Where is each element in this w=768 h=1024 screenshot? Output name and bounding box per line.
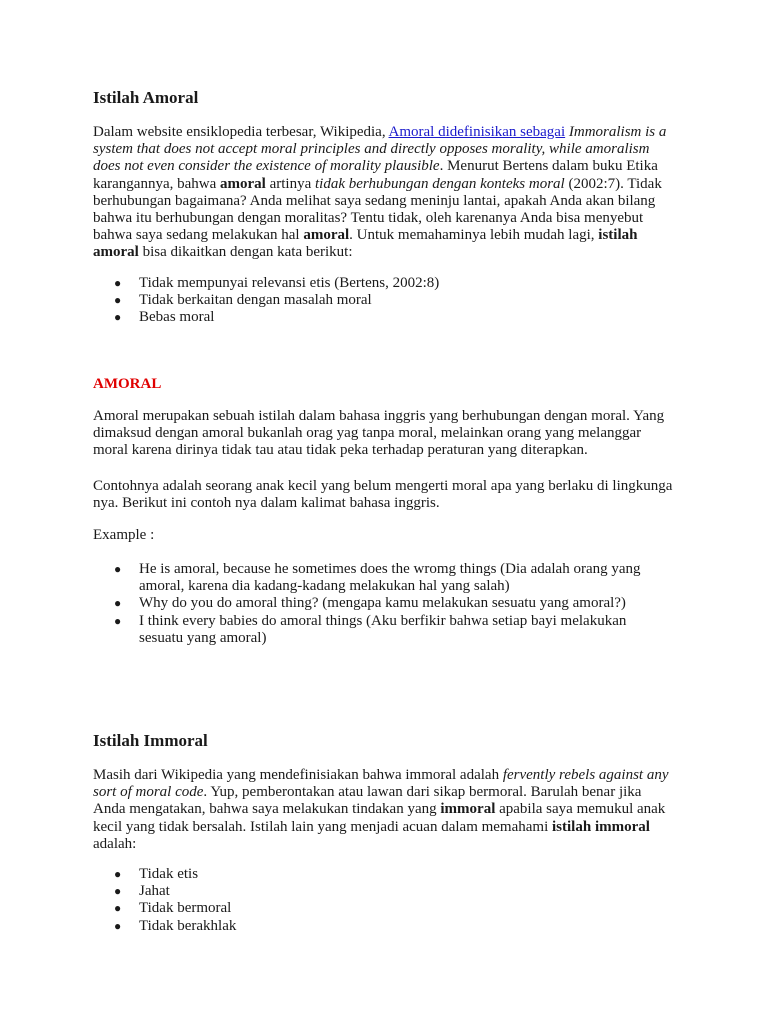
bullet-icon: ● [114,310,122,325]
paragraph-amoral-example-intro: Contohnya adalah seorang anak kecil yang belum mengerti moral apa yang berlaku di lingkunga nya. Berikut ini contoh nya dalam kalimat bahasa inggris. [93,478,673,512]
bullet-icon: ● [114,901,122,916]
list-item: ● Tidak berakhlak [114,917,237,934]
amoral-examples-list [93,561,673,647]
paragraph-amoral-meaning: Amoral merupakan sebuah istilah dalam bahasa inggris yang berhubungan dengan moral. Yang dimaksud dengan amoral bukanlah orag yag tanpa moral, melainkan orang yang melanggar moral karena dirinya tidak tau atau tidak peka terhadap peraturan yang diterapkan. [93,408,665,459]
heading-istilah-immoral: Istilah Immoral [93,731,208,750]
list-item: ● I think every babies do amoral things (Aku berfikir bahwa setiap bayi melakukan sesuatu yang amoral) [114,612,627,646]
bullet-icon: ● [114,918,122,933]
immoral-terms-list [93,866,673,935]
bullet-icon: ● [114,293,122,308]
amoral-terms-list [93,275,673,327]
list-item: ● Tidak berkaitan dengan masalah moral [114,292,372,309]
heading-istilah-amoral: Istilah Amoral [93,88,199,107]
paragraph-immoral-definition: Masih dari Wikipedia yang mendefinisiakan bahwa immoral adalah fervently rebels against any sort of moral code. Yup, pemberontakan atau lawan dari sikap bermoral. Barulah benar jika Anda mengatakan, bahwa saya melakukan tindakan yang immoral apabila saya memukul anak kecil yang tidak bersalah. Istilah lain yang menjadi acuan dalam memahami istilah immoral adalah: [93,767,669,852]
bullet-icon: ● [114,884,122,899]
paragraph-amoral-definition: Dalam website ensiklopedia terbesar, Wikipedia, Amoral didefinisikan sebagai Immoralism is a system that does not accept moral principles and directly opposes morality, while amoralism does not even consider the existence of morality plausible. Menurut Bertens dalam buku Etika karangannya, bahwa amoral artinya tidak berhubungan dengan konteks moral (2002:7). Tidak berhubungan bagaimana? Anda melihat saya sedang meninju lantai, apakah Anda akan bilang bahwa itu berhubungan dengan moralitas? Tentu tidak, oleh karenanya Anda bisa menyebut bahwa saya sedang melakukan hal amoral. Untuk memahaminya lebih mudah lagi, istilah amoral bisa dikaitkan dengan kata berikut: [93,124,667,261]
bullet-icon: ● [114,276,122,290]
example-label: Example : [93,527,155,543]
list-item: ● He is amoral, because he sometimes does the wromg things (Dia adalah orang yang amoral, karena dia kadang-kadang melakukan hal yang salah) [114,561,641,595]
wikipedia-link[interactable]: Amoral didefinisikan sebagai [388,124,566,140]
list-item: ● Why do you do amoral thing? (mengapa kamu melakukan sesuatu yang amoral?) [114,595,626,612]
bullet-icon: ● [114,613,122,628]
list-item: ● Jahat [114,883,170,900]
bullet-icon: ● [114,596,122,611]
list-item: ● Tidak mempunyai relevansi etis (Bertens, 2002:8) [114,275,440,291]
list-item: ● Tidak bermoral [114,900,232,917]
heading-amoral-red: AMORAL [93,376,162,392]
bullet-icon: ● [114,562,122,576]
bullet-icon: ● [114,867,122,881]
list-item: ● Bebas moral [114,309,215,326]
list-item: ● Tidak etis [114,866,199,882]
